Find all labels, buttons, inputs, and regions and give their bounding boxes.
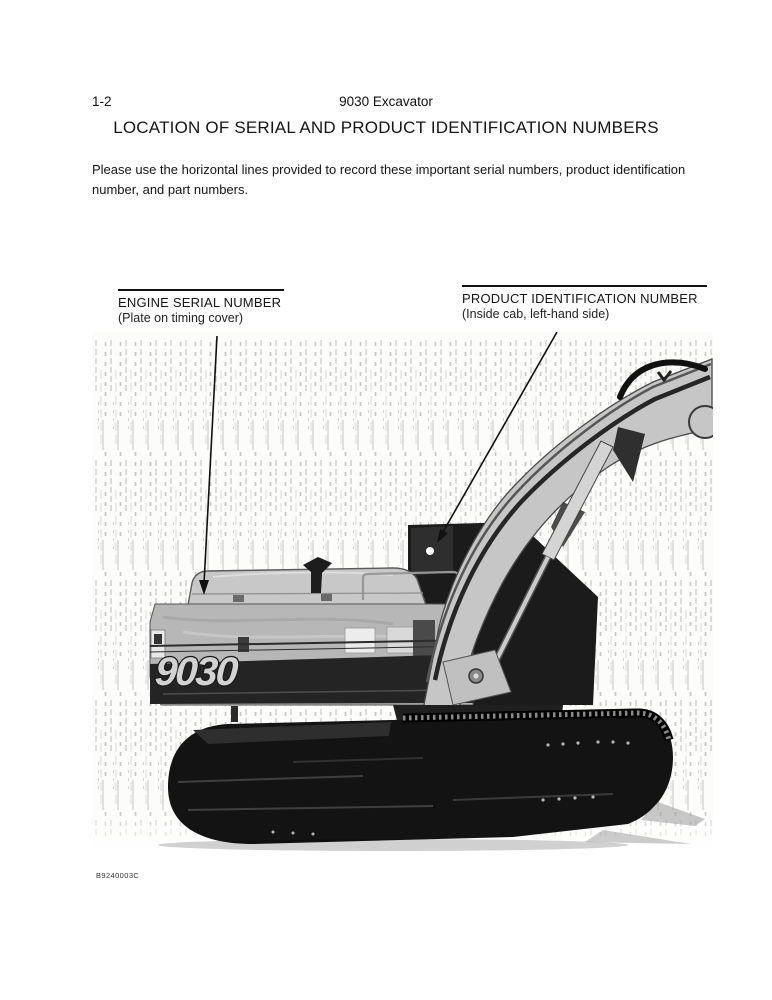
- excavator-photo: [93, 332, 713, 852]
- intro-text: Please use the horizontal lines provided to record these important serial numbers, product identification number, and part numbers.: [92, 162, 686, 197]
- body-side-panel: [387, 627, 415, 653]
- document-title: 9030 Excavator: [339, 94, 433, 109]
- product-id-plate-dot: [426, 547, 434, 555]
- body-vent-panel: [345, 628, 375, 653]
- product-id-sublabel: (Inside cab, left-hand side): [462, 307, 610, 321]
- product-id-label: PRODUCT IDENTIFICATION NUMBER: [462, 291, 698, 306]
- product-id-record-line: [462, 285, 707, 287]
- section-title: LOCATION OF SERIAL AND PRODUCT IDENTIFICATION NUMBERS: [113, 118, 659, 137]
- engine-serial-callout: [118, 289, 284, 325]
- boom-pin-boss: [689, 406, 713, 438]
- crawler-tracks: [168, 713, 673, 844]
- engine-serial-sublabel: (Plate on timing cover): [118, 311, 244, 325]
- engine-serial-record-line: [118, 289, 284, 291]
- machine-logo-9030: 9030: [153, 650, 238, 694]
- engine-serial-label: ENGINE SERIAL NUMBER: [118, 295, 282, 310]
- page-number: 1-2: [92, 94, 112, 109]
- figure-reference-code: B9240003C: [96, 871, 140, 880]
- product-id-callout: [462, 285, 707, 321]
